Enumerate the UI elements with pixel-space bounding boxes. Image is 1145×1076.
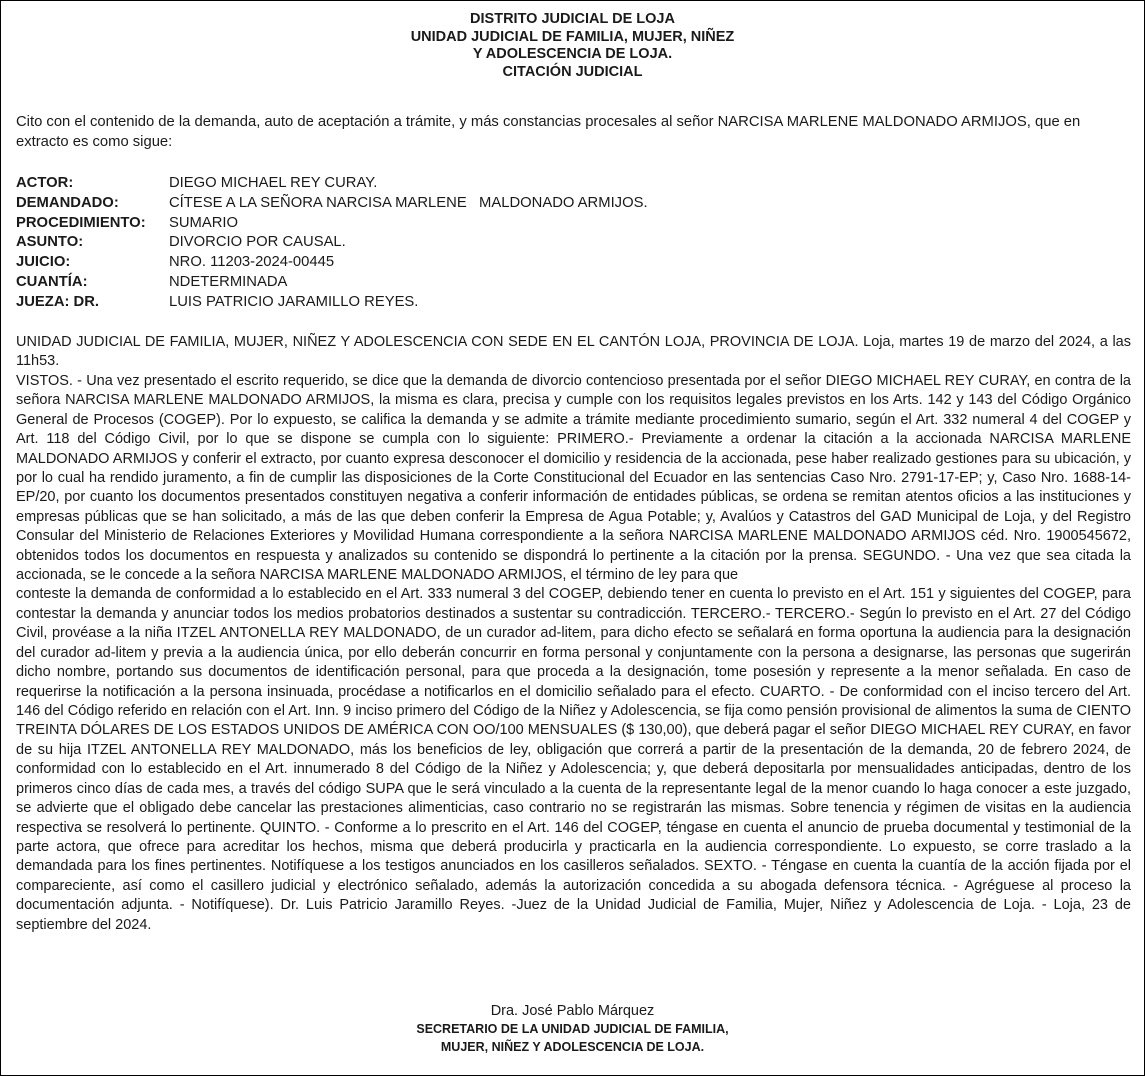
field-procedure	[16, 214, 1131, 234]
field-value: CÍTESE A LA SEÑORA NARCISA MARLENE MALDONADO ARMIJOS.	[169, 194, 648, 211]
case-fields	[16, 174, 1131, 313]
body-paragraph-court: UNIDAD JUDICIAL DE FAMILIA, MUJER, NIÑEZ Y ADOLESCENCIA CON SEDE EN EL CANTÓN LOJA, PROVINCIA DE LOJA. Loja, martes 19 de marzo del 2024, a las 11h53.	[16, 334, 1131, 370]
field-label: DEMANDADO:	[16, 194, 119, 211]
field-label: JUICIO:	[16, 254, 71, 271]
signatory-name: Dra. José Pablo Márquez	[490, 1003, 655, 1019]
signatory-title-continued: MUJER, NIÑEZ Y ADOLESCENCIA DE LOJA.	[440, 1040, 705, 1054]
field-value: LUIS PATRICIO JARAMILLO REYES.	[169, 293, 419, 310]
field-label: JUEZA: DR.	[16, 293, 100, 310]
header-district: DISTRITO JUDICIAL DE LOJA	[470, 11, 675, 27]
field-label: ACTOR:	[16, 175, 74, 191]
field-label: PROCEDIMIENTO:	[16, 214, 146, 231]
signature-block	[0, 1002, 1145, 1056]
signatory-title: SECRETARIO DE LA UNIDAD JUDICIAL DE FAMILIA,	[416, 1022, 729, 1036]
header-unit: UNIDAD JUDICIAL DE FAMILIA, MUJER, NIÑEZ	[410, 28, 735, 45]
body-paragraph-vistos: VISTOS. - Una vez presentado el escrito requerido, se dice que la demanda de divorcio contencioso presentada por el señor DIEGO MICHAEL REY CURAY, en contra de la señora NARCISA MARLENE MALDONADO ARMIJOS, la misma es clara, precisa y cumple con los requisitos legales previstos en los Arts. 142 y 143 del Código Orgánico General de Procesos (COGEP). Por lo expuesto, se califica la demanda y se admite a trámite mediante procedimiento sumario, según el Art. 332 numeral 4 del COGEP y Art. 118 del Código Civil, por lo que se dispone se cumpla con lo siguiente: PRIMERO.- Previamente a ordenar la citación a la accionada NARCISA MARLENE MALDONADO ARMIJOS y conferir el extracto, por cuanto expresa desconocer el domicilio y residencia de la accionada, pese haber realizado gestiones para su ubicación, y por lo cual ha rendido juramento, a fin de cumplir las disposiciones de la Corte Constitucional del Ecuador en las sentencias Caso Nro. 2791-17-EP; y, Caso Nro. 1688-14-EP/20, por cuanto los documentos presentados constituyen negativa a conferir información de entidades públicas, se ordena se remitan atentos oficios a las instituciones y empresas públicas que se han solicitado, a más de las que deben conferir la Empresa de Agua Potable; y, Avalúos y Catastros del GAD Municipal de Loja, y del Registro Consular del Ministerio de Relaciones Exteriores y Movilidad Humana correspondiente a la señora NARCISA MARLENE MALDONADO ARMIJOS céd. Nro. 1900545672, obtenidos todos los documentos en respuesta y analizados su contenido se dispondrá lo pertinente a la citación por la prensa. SEGUNDO. - Una vez que sea citada la accionada, se le concede a la señora NARCISA MARLENE MALDONADO ARMIJOS, el término de ley para que	[16, 372, 1131, 584]
field-defendant	[16, 194, 1131, 214]
field-value: NRO. 11203-2024-00445	[169, 254, 335, 271]
header-unit-continued: Y ADOLESCENCIA DE LOJA.	[472, 46, 673, 62]
field-actor	[16, 174, 1131, 194]
field-label: ASUNTO:	[16, 234, 84, 251]
field-subject	[16, 233, 1131, 253]
field-value: NDETERMINADA	[169, 273, 288, 290]
field-amount	[16, 273, 1131, 293]
intro-paragraph: Cito con el contenido de la demanda, auto de aceptación a trámite, y más constancias procesales al señor NARCISA MARLENE MALDONADO ARMIJOS, que en extracto es como sigue:	[16, 114, 1081, 150]
document-header	[0, 11, 1145, 81]
header-citation-title: CITACIÓN JUDICIAL	[502, 63, 643, 80]
resolution-body	[16, 333, 1131, 935]
field-value: SUMARIO	[169, 214, 239, 231]
field-label: CUANTÍA:	[16, 273, 88, 290]
field-value: DIVORCIO POR CAUSAL.	[169, 234, 346, 251]
field-case-number	[16, 253, 1131, 273]
field-judge	[16, 293, 1131, 313]
field-value: DIEGO MICHAEL REY CURAY.	[169, 175, 378, 191]
body-paragraph-provisions: conteste la demanda de conformidad a lo establecido en el Art. 333 numeral 3 del COGEP, debiendo tener en cuenta lo previsto en el Art. 151 y siguientes del COGEP, para contestar la demanda y anunciar todos los medios probatorios destinados a sustentar su contradicción. TERCERO.- TERCERO.- Según lo previsto en el Art. 27 del Código Civil, provéase a la niña ITZEL ANTONELLA REY MALDONADO, de un curador ad-litem, para dicho efecto se señalará en forma oportuna la audiencia para la designación del curador ad-litem y previa a la audiencia única, por ello deberán concurrir en forma personal y conjuntamente con la persona a designarse, las personas que sugerirán dicho nombre, portando sus documentos de identificación personal, para que proceda a la designación, tome posesión y represente a la menor señalada. En caso de requerirse la notificación a la persona insinuada, procédase a notificarlos en el domicilio señalado para el efecto. CUARTO. - De conformidad con el inciso tercero del Art. 146 del Código referido en relación con el Art. Inn. 9 inciso primero del Código de la Niñez y Adolescencia, se fija como pensión provisional de alimentos la suma de CIENTO TREINTA DÓLARES DE LOS ESTADOS UNIDOS DE AMÉRICA CON OO/100 MENSUALES ($ 130,00), que deberá pagar el señor DIEGO MICHAEL REY CURAY, en favor de su hija ITZEL ANTONELLA REY MALDONADO, más los beneficios de ley, obligación que correrá a partir de la presentación de la demanda, 20 de febrero 2024, de conformidad con lo establecido en el Art. innumerado 8 del Código de la Niñez y Adolescencia; y, que deberá depositarla por mensualidades anticipadas, dentro de los primeros cinco días de cada mes, a través del código SUPA que le será vinculado a la cuenta de la representante legal de la menor cuando lo haga conocer a este juzgado, se advierte que el obligado debe cancelar las prestaciones alimenticias, caso contrario no se registrarán las mismas. Sobre tenencia y régimen de visitas en la audiencia respectiva se resolverá lo pertinente. QUINTO. - Conforme a lo prescrito en el Art. 146 del COGEP, téngase en cuenta el anuncio de prueba documental y testimonial de la parte actora, que ofrece para acreditar los hechos, misma que deberá producirla y practicarla en la audiencia correspondiente. Lo expuesto, se corre traslado a la demandada para los fines pertinentes. Notifíquese a los testigos anunciados en los casilleros señalados. SEXTO. - Téngase en cuenta la cuantía de la acción fijada por el compareciente, así como el casillero judicial y electrónico señalado, además la autorización concedida a su abogada defensora técnica. - Agréguese al proceso la documentación adjunta. - Notifíquese). Dr. Luis Patricio Jaramillo Reyes. -Juez de la Unidad Judicial de Familia, Mujer, Niñez y Adolescencia de Loja. - Loja, 23 de septiembre del 2024.	[16, 586, 1131, 933]
